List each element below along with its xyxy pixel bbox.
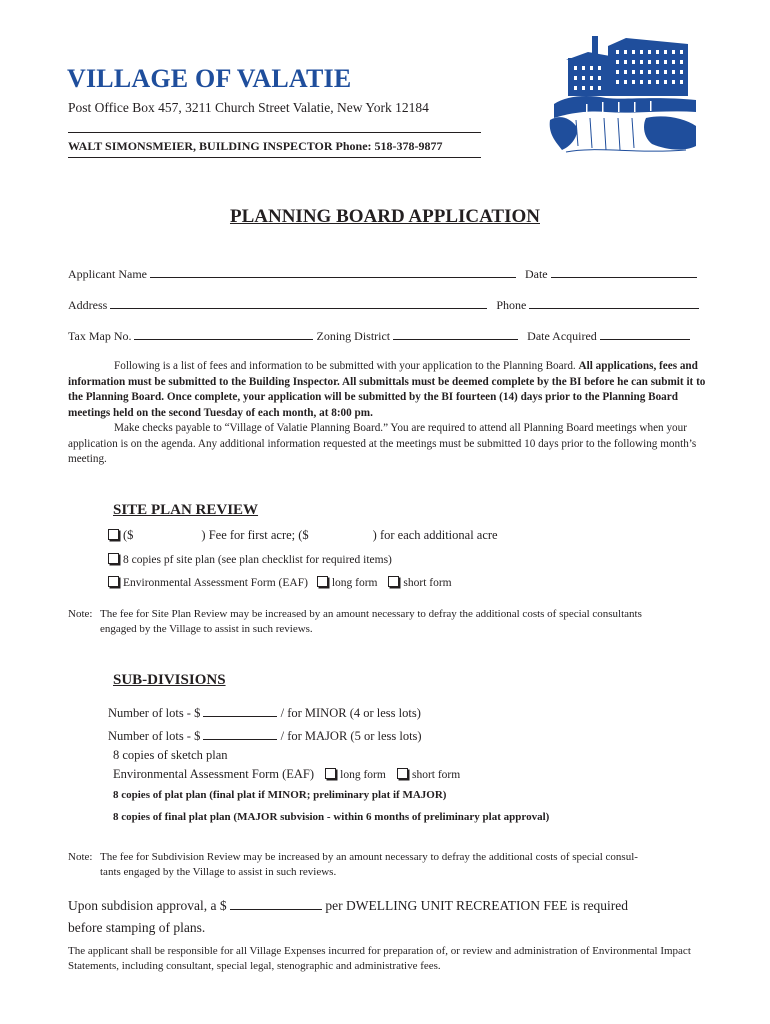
fee-first-text: ) Fee for first acre; ($ [201,528,309,542]
date-label: Date [524,267,548,281]
village-address: Post Office Box 457, 3211 Church Street Valatie, New York 12184 [68,100,429,115]
major-lots-row [108,728,422,744]
plat-plan-text: 8 copies of plat plan (final plat if MINOR; preliminary plat if MAJOR) [113,789,447,801]
row-address [68,297,699,313]
form-title: PLANNING BOARD APPLICATION [229,206,540,227]
village-title: VILLAGE OF VALATIE [67,64,352,93]
subdivision-note [68,850,708,880]
zoning-district-label: Zoning District [316,329,391,343]
intro-bold: All applications, fees and information must be submitted to the Building Inspector. All submittals must be deemed complete by the BI before he can submit it to the Planning Board. Once complete, your application will be submitted by the BI fourteen (14) days prior to the Planning Board meetings held on the second Tuesday of each month, at 8:00 pm. [68,360,706,419]
subdivision-note-label: Note: [68,851,93,863]
site-plan-long-form-checkbox[interactable] [317,576,328,587]
note-label: Note: [68,608,93,620]
minor-lots-label: Number of lots - $ [108,706,201,720]
minor-fee-field[interactable] [203,705,277,717]
subdivision-note-line1: The fee for Subdivision Review may be increased by an amount necessary to defray the additional costs of special consul- [100,851,638,863]
zoning-district-field[interactable] [393,328,518,340]
site-plan-fee-row [108,528,498,543]
subdivisions-heading: SUB-DIVISIONS [113,672,226,688]
site-plan-eaf-checkbox[interactable] [108,576,119,587]
tax-map-field[interactable] [134,328,313,340]
site-plan-eaf-text: Environmental Assessment Form (EAF) [123,577,308,589]
row-applicant [68,266,697,282]
note-line1: The fee for Site Plan Review may be increased by an amount necessary to defray the additional costs of special consultants [100,608,642,620]
date-field[interactable] [551,266,697,278]
major-lots-label: Number of lots - $ [108,729,201,743]
minor-lots-row [108,705,421,721]
date-acquired-label: Date Acquired [527,329,597,343]
site-plan-copies-row [108,553,392,566]
site-plan-copies-text: 8 copies pf site plan (see plan checklist for required items) [123,554,392,566]
header-rule-top [68,132,481,133]
recreation-fee-field[interactable] [230,898,322,910]
subdivision-note-line2: tants engaged by the Village to assist in such reviews. [100,866,337,878]
expenses-text: The applicant shall be responsible for all Village Expenses incurred for preparation of, or review and administration of Environmental Impact Statements, including consultant, special legal, stenographic and administrative fees. [68,945,691,972]
site-plan-heading: SITE PLAN REVIEW [113,502,259,518]
subdivision-short-form-checkbox[interactable] [397,768,408,779]
sketch-plan-text: 8 copies of sketch plan [113,748,228,762]
minor-text: / for MINOR (4 or less lots) [280,706,421,720]
tax-map-label: Tax Map No. [68,329,132,343]
site-plan-copies-checkbox[interactable] [108,553,119,564]
note-line2: engaged by the Village to assist in such reviews. [100,623,313,635]
site-plan-long-form-text: long form [331,577,378,589]
subdivision-eaf-row [113,767,460,782]
fee-open-text: ($ [123,528,134,542]
subdivision-long-form-checkbox[interactable] [325,768,336,779]
address-label: Address [68,298,108,312]
site-plan-fee-checkbox[interactable] [108,529,119,540]
address-field[interactable] [110,297,487,309]
subdivision-short-form-text: short form [411,769,461,781]
final-plat-text: 8 copies of final plat plan (MAJOR subvision - within 6 months of preliminary plat approval) [113,811,550,823]
intro-checks: Make checks payable to “Village of Valatie Planning Board.” You are required to attend all Planning Board meetings when your application is on the agenda. Any additional information requested at the meetings must be submitted 10 days prior to the following month’s meeting. [68,422,697,465]
phone-label: Phone [496,298,527,312]
intro-normal: Following is a list of fees and information to be submitted with your application to the Planning Board. [114,360,579,372]
intro-text [68,359,708,468]
subdivision-eaf-text: Environmental Assessment Form (EAF) [113,767,315,781]
village-mill-logo [546,34,700,156]
date-acquired-field[interactable] [600,328,690,340]
applicant-name-field[interactable] [150,266,516,278]
recreation-line2: before stamping of plans. [68,920,206,935]
phone-field[interactable] [529,297,699,309]
recreation-pre: Upon subdision approval, a $ [68,898,227,913]
header-rule-bottom [68,157,481,158]
recreation-fee-row [68,898,628,914]
applicant-name-label: Applicant Name [68,267,147,281]
row-taxmap [68,328,690,344]
inspector-line: WALT SIMONSMEIER, BUILDING INSPECTOR Phone: 518-378-9877 [68,139,443,153]
major-text: / for MAJOR (5 or less lots) [280,729,422,743]
site-plan-short-form-text: short form [403,577,452,589]
subdivision-long-form-text: long form [340,769,386,781]
fee-additional-text: ) for each additional acre [372,528,498,542]
site-plan-short-form-checkbox[interactable] [388,576,399,587]
site-plan-note [68,607,708,637]
site-plan-eaf-row [108,576,452,589]
recreation-post: per DWELLING UNIT RECREATION FEE is required [325,898,629,913]
major-fee-field[interactable] [203,728,277,740]
